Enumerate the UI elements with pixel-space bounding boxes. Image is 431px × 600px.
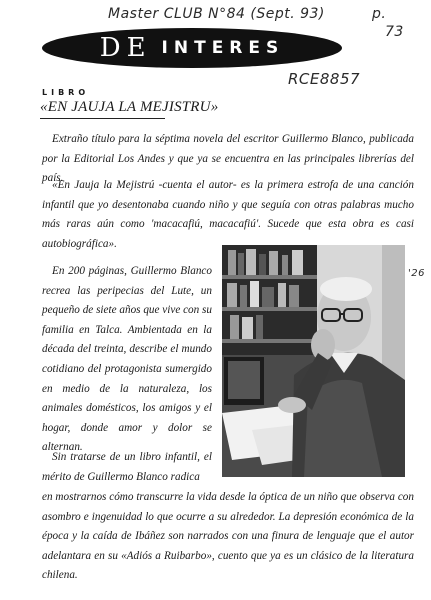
paragraph-intro: Extraño título para la séptima novela del escritor Guillermo Blanco, publicada por la Editorial Los Andes y que ya se encuentra en las principales librerías del país. (42, 133, 414, 185)
paragraph-merit-start: Sin tratarse de un libro infantil, el mérito de Guillermo Blanco radica (42, 451, 212, 483)
paragraph-quote: «En Jauja la Mejistrú -cuenta el autor- es la primera estrofa de una canción infantil que yo desentonaba cuando niño y que seguía con otras palabras mucho más raras aún como 'macacafiú, macacafiú'. Sucede que esta obra es casi autobiográfica». (42, 179, 414, 250)
handwritten-source-note: Master CLUB N°84 (Sept. 93) (108, 6, 325, 22)
handwritten-catalog-code: RCE8857 (288, 70, 361, 88)
paragraph-merit-end: en mostrarnos cómo transcurre la vida desde la óptica de un niño que observa con asombro e ingenuidad lo que ocurre a su alrededor. La depresión económica de la época y la caída de Ibáñez son narrados con una finura de lenguaje que el autor adelantara en su «Adiós a Ruibarbo», cuento que ya es un clásico de la literatura chilena. (42, 491, 414, 582)
headline-rule (40, 118, 165, 119)
author-photo-illustration (222, 245, 405, 477)
handwritten-page-prefix: p. (372, 6, 387, 22)
paragraph-summary: En 200 páginas, Guillermo Blanco recrea las peripecias del Lute, un pequeño de siete años que vive con su familia en Talca. Ambientada en la década del treinta, describe el mundo cotidiano del protagonista sumergido en medio de la naturaleza, los animales domésticos, los amigos y el hogar, donde amor y dolor se alternan. (42, 265, 212, 454)
section-banner (42, 28, 342, 68)
banner-de: DE (99, 33, 152, 63)
author-photo (222, 245, 405, 477)
handwritten-page-number: 73 (385, 24, 404, 40)
article-headline: «EN JAUJA LA MEJISTRU» (40, 99, 219, 115)
section-label: LIBRO (42, 88, 90, 97)
handwritten-margin-note: '26 (408, 268, 425, 279)
banner-interes: INTERES (161, 38, 285, 58)
